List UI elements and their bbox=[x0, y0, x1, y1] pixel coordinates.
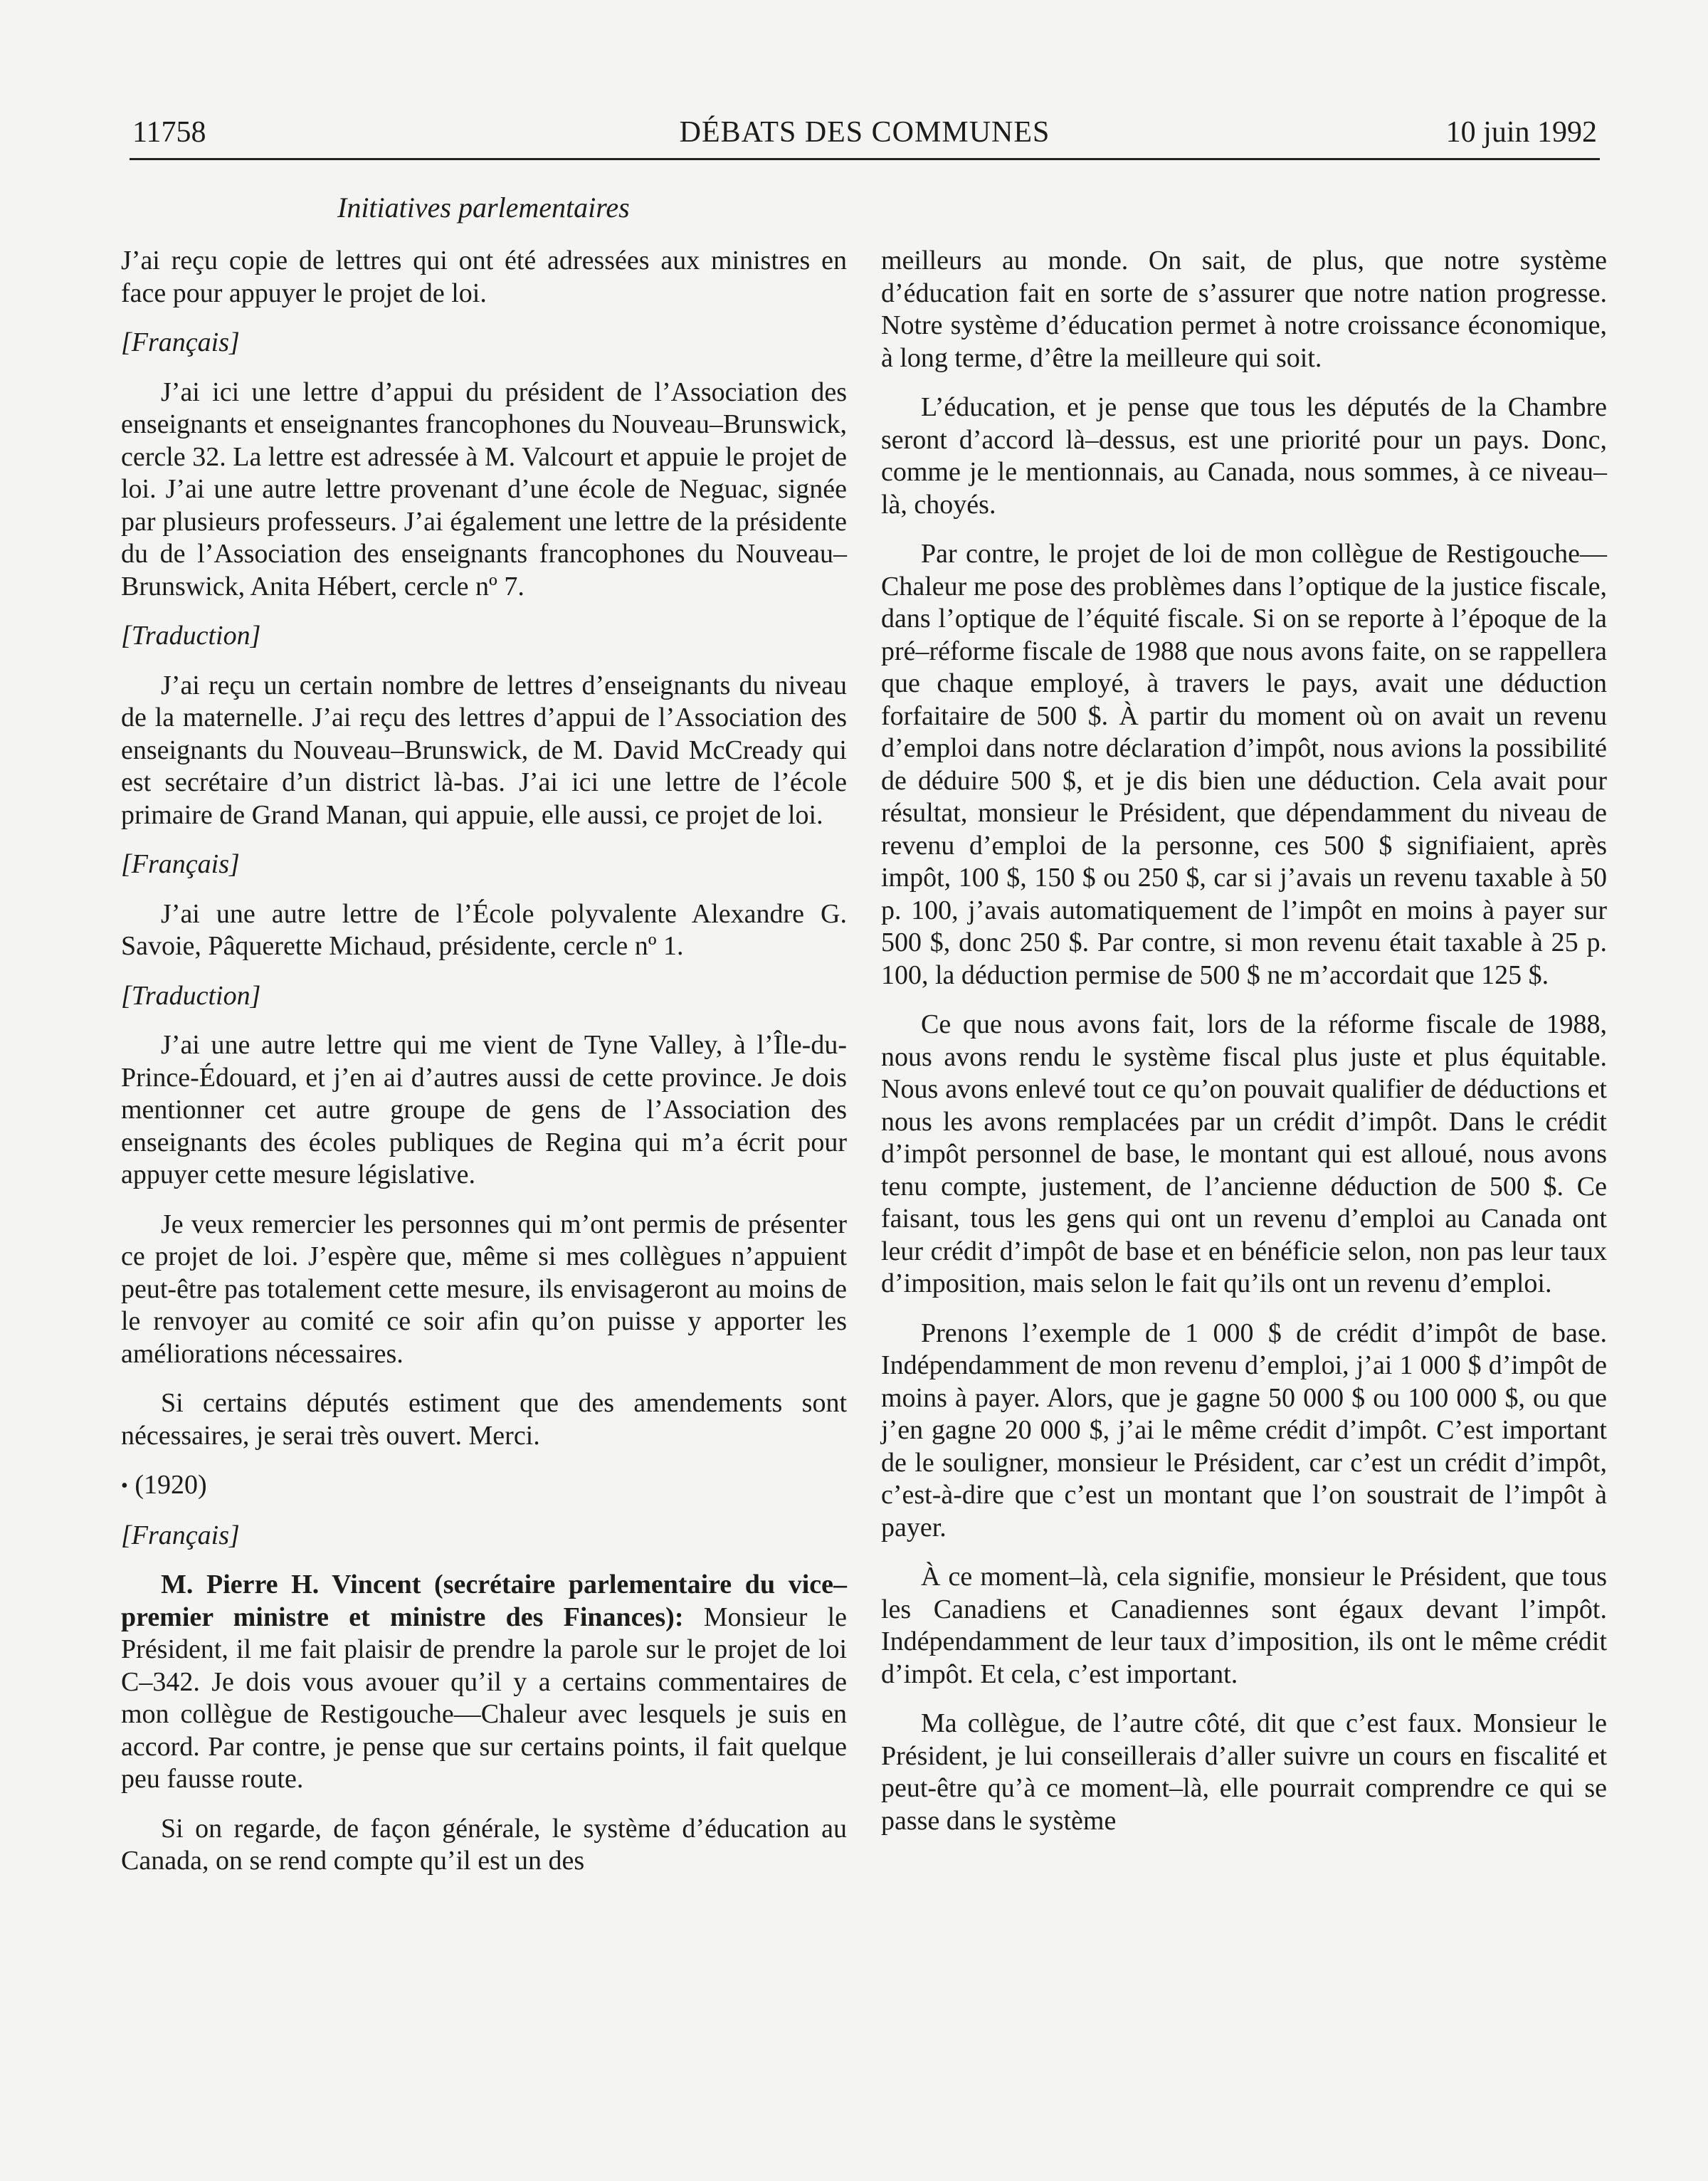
language-label: [Français] bbox=[121, 1520, 240, 1550]
timestamp bbox=[121, 1469, 847, 1503]
body-paragraph: Si on regarde, de façon générale, le système d’éducation au Canada, on se rend compte qu’il est un des bbox=[121, 1813, 847, 1876]
body-paragraph: J’ai reçu copie de lettres qui ont été adressées aux ministres en face pour appuyer le projet de loi. bbox=[121, 246, 847, 308]
body-paragraph: Si certains députés estiment que des amendements sont nécessaires, je serai très ouvert. Merci. bbox=[121, 1388, 847, 1451]
page-number: 11758 bbox=[132, 116, 206, 149]
speaker-name: M. Pierre H. Vincent (secrétaire parlementaire du vice–premier ministre et ministre des Finances): bbox=[121, 1570, 847, 1632]
bullet-icon: • bbox=[121, 1475, 128, 1497]
publication-title: DÉBATS DES COMMUNES bbox=[679, 116, 1050, 149]
language-label: [Français] bbox=[121, 327, 240, 357]
publication-date: 10 juin 1992 bbox=[1445, 116, 1597, 149]
body-paragraph: L’éducation, et je pense que tous les députés de la Chambre seront d’accord là–dessus, est une priorité pour un pays. Donc, comme je le mentionnais, au Canada, nous sommes, à ce niveau–là, choyés. bbox=[881, 392, 1607, 520]
right-column bbox=[881, 245, 1607, 1854]
body-paragraph: Ma collègue, de l’autre côté, dit que c’est faux. Monsieur le Président, je lui conseillerais d’aller suivre un cours en fiscalité et peut-être qu’à ce moment–là, elle pourrait comprendre ce qui se passe dans le système bbox=[881, 1708, 1607, 1836]
left-column bbox=[121, 245, 847, 1895]
body-paragraph: J’ai une autre lettre de l’École polyvalente Alexandre G. Savoie, Pâquerette Michaud, présidente, cercle nº 1. bbox=[121, 898, 847, 961]
language-label: [Français] bbox=[121, 849, 240, 879]
body-paragraph: J’ai ici une lettre d’appui du président de l’Association des enseignants et enseignantes francophones du Nouveau–Brunswick, cercle 32. La lettre est adressée à M. Valcourt et appuie le projet de loi. J’ai une autre lettre provenant d’une école de Neguac, signée par plusieurs professeurs. J’ai également une lettre de la présidente du de l’Association des enseignants francophones du Nouveau–Brunswick, Anita Hébert, cercle nº 7. bbox=[121, 377, 847, 601]
body-paragraph: J’ai une autre lettre qui me vient de Tyne Valley, à l’Île-du-Prince-Édouard, et j’en ai d’autres aussi de cette province. Je dois mentionner cet autre groupe de gens de l’Association des enseignants des écoles publiques de Regina qui m’a écrit pour appuyer cette mesure législative. bbox=[121, 1030, 847, 1189]
body-paragraph: Par contre, le projet de loi de mon collègue de Restigouche—Chaleur me pose des problèmes dans l’optique de la justice fiscale, dans l’optique de l’équité fiscale. Si on se reporte à l’époque de la pré–réforme fiscale de 1988 que nous avons faite, on se rappellera que chaque employé, à travers le pays, avait une déduction forfaitaire de 500 $. À partir du moment où on avait un revenu d’emploi dans notre déclaration d’impôt, nous avions la possibilité de déduire 500 $, et je dis bien une déduction. Cela avait pour résultat, monsieur le Président, que dépendamment du niveau de revenu d’emploi de la personne, ces 500 $ signifiaient, après impôt, 100 $, 150 $ ou 250 $, car si j’avais un revenu taxable à 50 p. 100, j’avais automatiquement de l’impôt en moins à payer sur 500 $, donc 250 $. Par contre, si mon revenu était taxable à 25 p. 100, la déduction permise de 500 $ ne m’accordait que 125 $. bbox=[881, 539, 1607, 990]
body-paragraph: Ce que nous avons fait, lors de la réforme fiscale de 1988, nous avons rendu le système fiscal plus juste et plus équitable. Nous avons enlevé tout ce qu’on pouvait qualifier de déductions et nous les avons remplacées par un crédit d’impôt. Dans le crédit d’impôt personnel de base, le montant qui est alloué, nous avons tenu compte, justement, de l’ancienne déduction de 500 $. Ce faisant, tous les gens qui ont un revenu d’emploi au Canada ont leur crédit d’impôt de base et en bénéficie selon, non pas leur taux d’imposition, mais selon le fait qu’ils ont un revenu d’emploi. bbox=[881, 1009, 1607, 1298]
body-paragraph: Prenons l’exemple de 1 000 $ de crédit d’impôt de base. Indépendamment de mon revenu d’emploi, j’ai 1 000 $ d’impôt de moins à payer. Alors, que je gagne 50 000 $ ou 100 000 $, ou que j’en gagne 20 000 $, j’ai le même crédit d’impôt. C’est important de le souligner, monsieur le Président, car c’est un crédit d’impôt, c’est-à-dire que c’est un montant que l’on soustrait de l’impôt à payer. bbox=[881, 1318, 1607, 1543]
page-header bbox=[130, 112, 1600, 160]
language-label: [Traduction] bbox=[121, 621, 261, 651]
body-paragraph: J’ai reçu un certain nombre de lettres d’enseignants du niveau de la maternelle. J’ai reçu des lettres d’appui de l’Association des enseignants du Nouveau–Brunswick, de M. David McCready qui est secrétaire d’un district là-bas. J’ai ici une lettre de l’école primaire de Grand Manan, qui appuie, elle aussi, ce projet de loi. bbox=[121, 670, 847, 830]
timestamp-text: (1920) bbox=[127, 1470, 207, 1500]
speech-paragraph bbox=[121, 1569, 847, 1796]
body-paragraph: meilleurs au monde. On sait, de plus, que notre système d’éducation fait en sorte de s’assurer que notre nation progresse. Notre système d’éducation permet à notre croissance économique, à long terme, d’être la meilleure qui soit. bbox=[881, 246, 1607, 373]
body-paragraph: À ce moment–là, cela signifie, monsieur le Président, que tous les Canadiens et Canadiennes sont égaux devant l’impôt. Indépendamment de leur taux d’imposition, ils ont le même crédit d’impôt. Et cela, c’est important. bbox=[881, 1562, 1607, 1689]
speech-text: Monsieur le Président, il me fait plaisir de prendre la parole sur le projet de loi C–342. Je dois vous avouer qu’il y a certains commentaires de mon collègue de Restigouche—Chaleur avec lesquels je suis en accord. Par contre, je pense que sur certains points, il fait quelque peu fausse route. bbox=[121, 1602, 847, 1794]
language-label: [Traduction] bbox=[121, 980, 261, 1011]
section-title: Initiatives parlementaires bbox=[337, 191, 630, 224]
body-paragraph: Je veux remercier les personnes qui m’ont permis de présenter ce projet de loi. J’espère que, même si mes collègues n’appuient peut-être pas totalement cette mesure, ils envisageront au moins de le renvoyer au comité ce soir afin qu’on puisse y apporter les améliorations nécessaires. bbox=[121, 1209, 847, 1369]
